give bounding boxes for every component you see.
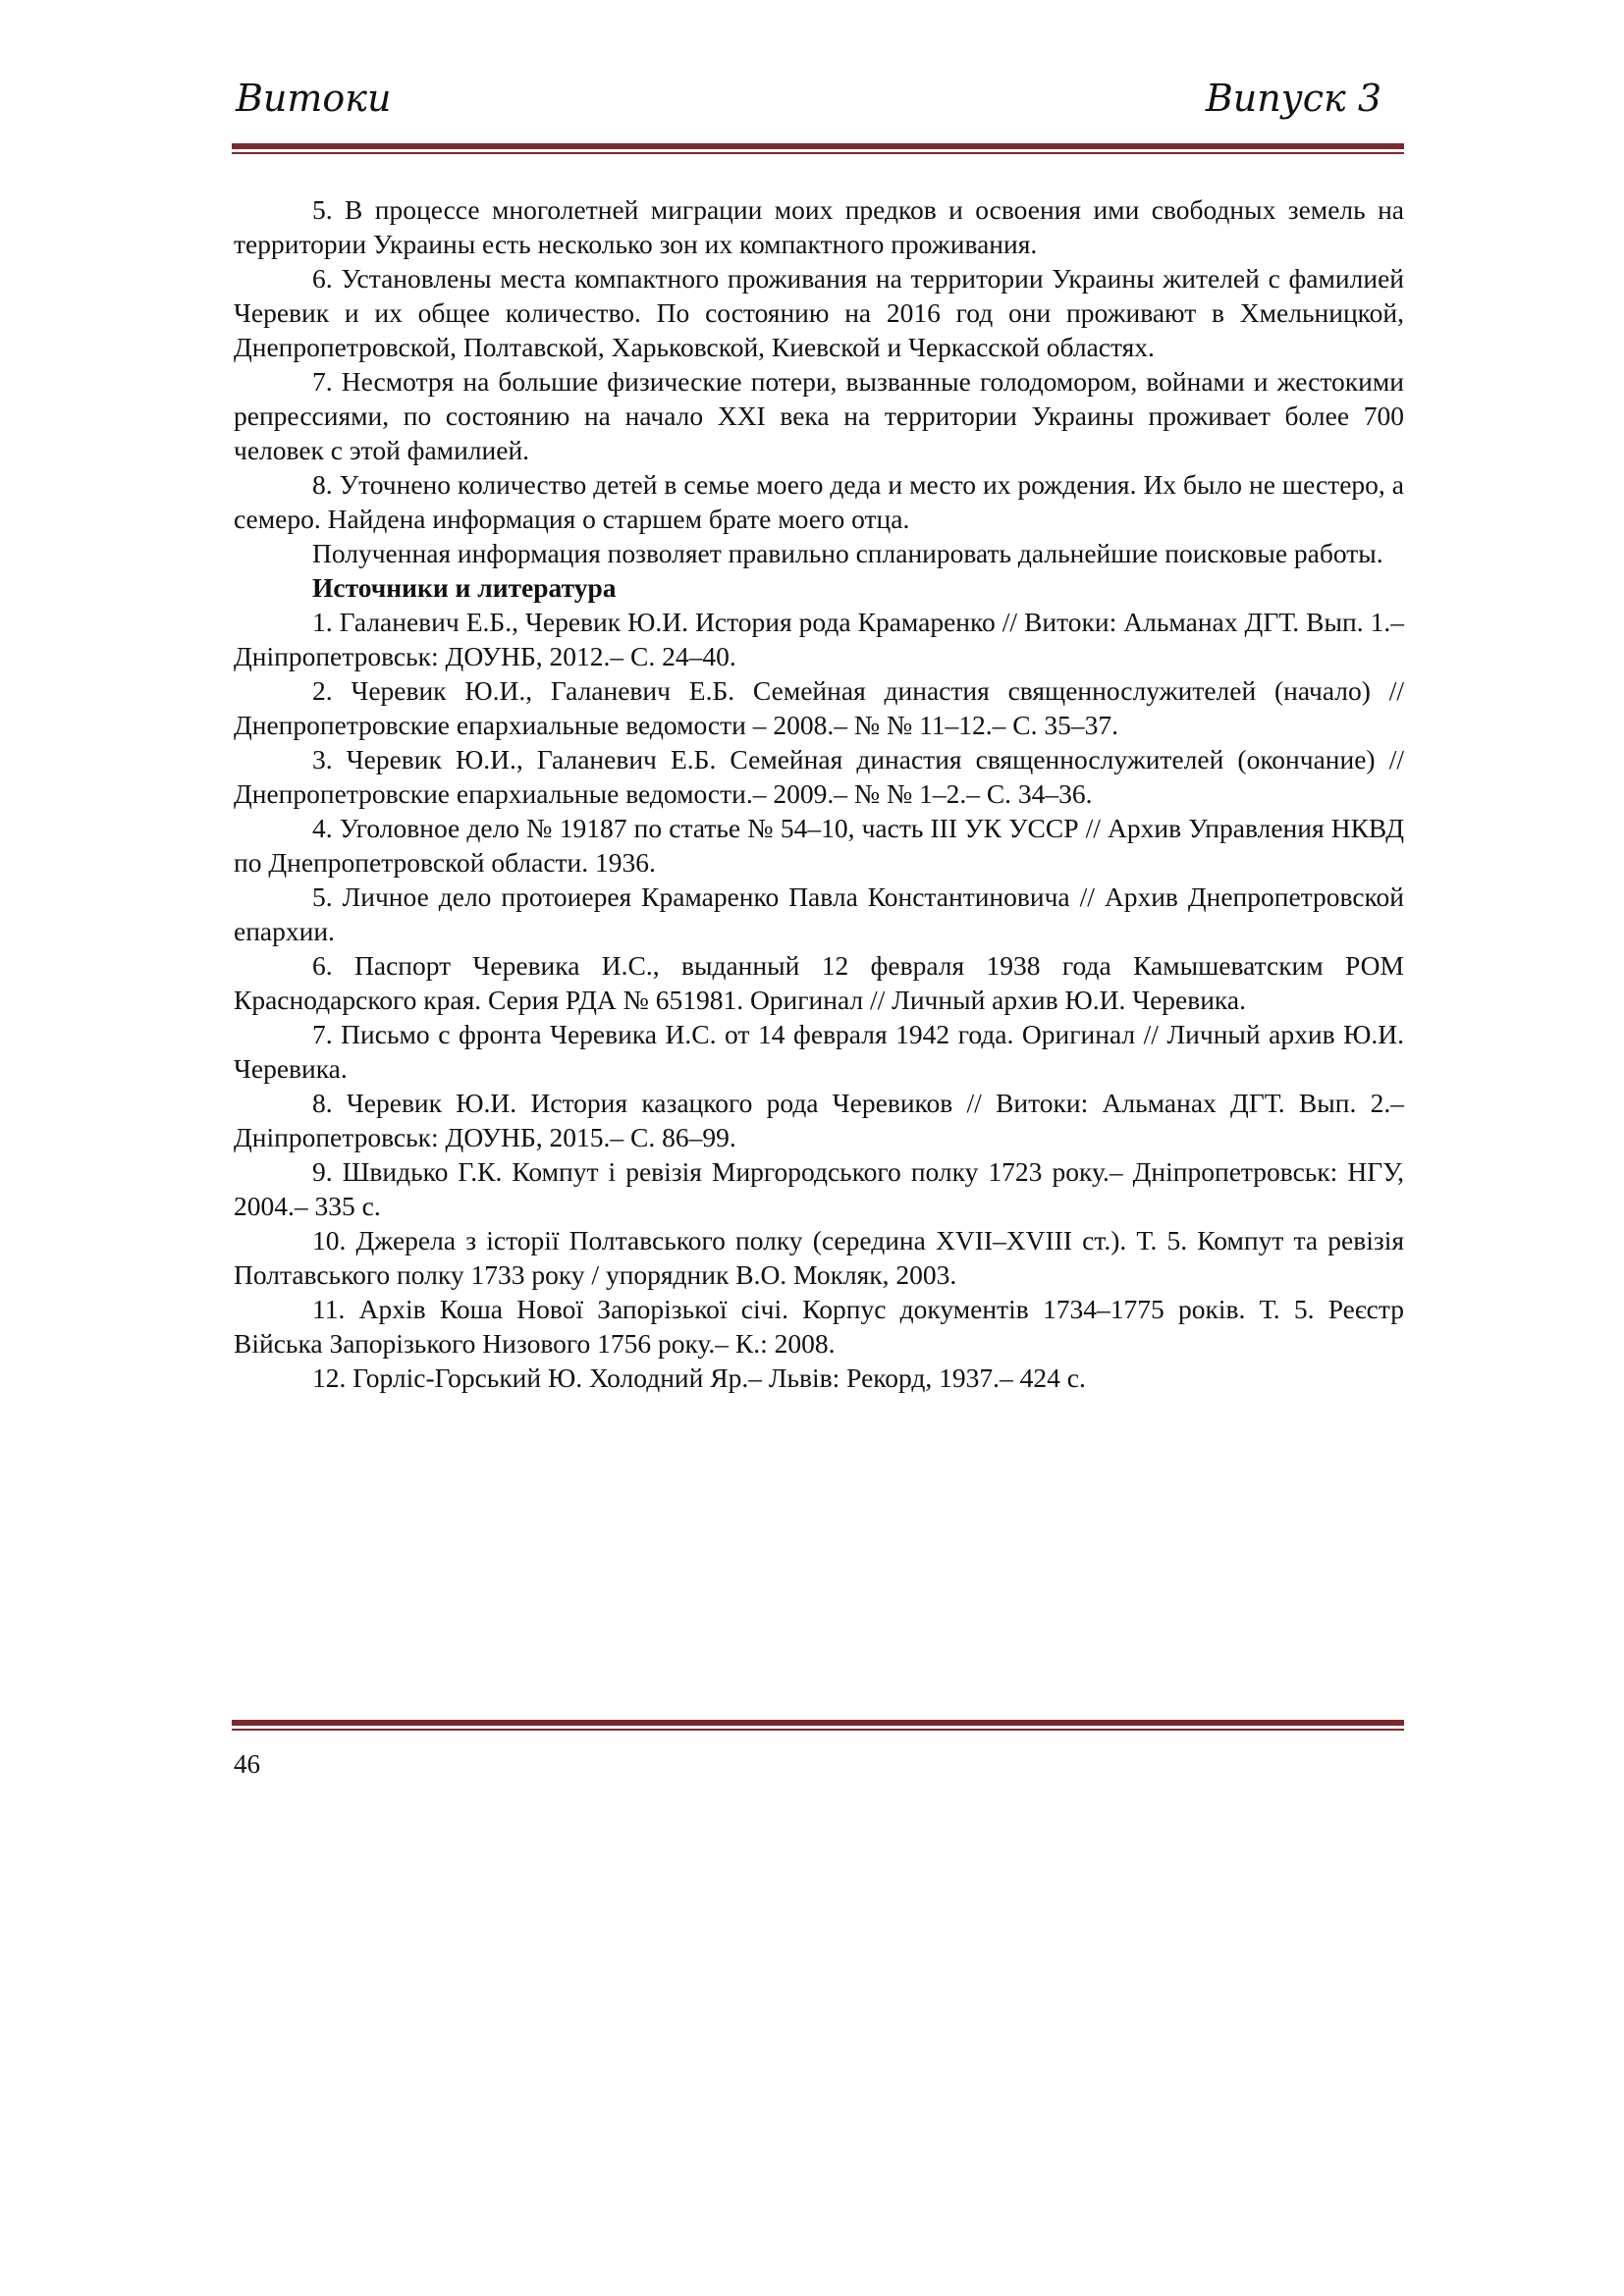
body-paragraph: 6. Установлены места компактного проживания на территории Украины жителей с фамилией Черевик и их общее количество. По состоянию на 2016 год они проживают в Хмельницкой, Днепропетровской, Полтавской, Харьковской, Киевской и Черкасской областях.: [234, 263, 1404, 362]
reference-item: 2. Черевик Ю.И., Галаневич Е.Б. Семейная династия священнослужителей (начало) // Днепропетровские епархиальные ведомости – 2008.– № № 11–12.– С. 35–37.: [234, 675, 1404, 740]
body-paragraph: 8. Уточнено количество детей в семье моего деда и место их рождения. Их было не шестеро, а семеро. Найдена информация о старшем брате моего отца.: [234, 469, 1404, 534]
header-title-right: Випуск 3: [1205, 77, 1381, 120]
reference-list: [234, 605, 1404, 1395]
reference-item: 3. Черевик Ю.И., Галаневич Е.Б. Семейная династия священнослужителей (окончание) // Днепропетровские епархиальные ведомости.– 2009.– № № 1–2.– С. 34–36.: [234, 744, 1404, 809]
header-title-left: Витоки: [236, 77, 392, 120]
body-paragraph: 7. Несмотря на большие физические потери, вызванные голодомором, войнами и жестокими репрессиями, по состоянию на начало XXI века на территории Украины проживает более 700 человек с этой фамилией.: [234, 366, 1404, 465]
reference-item: 1. Галаневич Е.Б., Черевик Ю.И. История рода Крамаренко // Витоки: Альманах ДГТ. Вып. 1.– Дніпропетровськ: ДОУНБ, 2012.– С. 24–40.: [234, 607, 1404, 671]
page-number: 46: [234, 1749, 260, 1779]
body-paragraph: 5. В процессе многолетней миграции моих предков и освоения ими свободных земель на территории Украины есть несколько зон их компактного проживания.: [234, 194, 1404, 259]
footer-rule: [232, 1720, 1404, 1731]
reference-item: 5. Личное дело протоиерея Крамаренко Павла Константиновича // Архив Днепропетровской епархии.: [234, 881, 1404, 946]
reference-item: 8. Черевик Ю.И. История казацкого рода Черевиков // Витоки: Альманах ДГТ. Вып. 2.– Дніпропетровськ: ДОУНБ, 2015.– С. 86–99.: [234, 1088, 1404, 1152]
reference-item: 11. Архів Коша Нової Запорізької січі. Корпус документів 1734–1775 років. Т. 5. Реєстр Війська Запорізького Низового 1756 року.– К.: 2008.: [234, 1294, 1404, 1359]
reference-item: 4. Уголовное дело № 19187 по статье № 54–10, часть III УК УССР // Архив Управления НКВД по Днепропетровской области. 1936.: [234, 813, 1404, 878]
body-paragraph: Полученная информация позволяет правильно спланировать дальнейшие поисковые работы.: [312, 538, 1383, 568]
reference-item: 6. Паспорт Черевика И.С., выданный 12 февраля 1938 года Камышеватским РОМ Краснодарского края. Серия РДА № 651981. Оригинал // Личный архив Ю.И. Черевика.: [234, 950, 1404, 1015]
sources-heading: Источники и литература: [312, 572, 617, 603]
header-rule: [232, 143, 1404, 154]
reference-item: 12. Горліс-Горський Ю. Холодний Яр.– Львів: Рекорд, 1937.– 424 с.: [312, 1362, 1086, 1393]
reference-item: 7. Письмо с фронта Черевика И.С. от 14 февраля 1942 года. Оригинал // Личный архив Ю.И. Черевика.: [234, 1019, 1404, 1084]
page-content: [234, 192, 1404, 1395]
reference-item: 9. Швидько Г.К. Компут і ревізія Миргородського полку 1723 року.– Дніпропетровськ: НГУ, 2004.– 335 с.: [234, 1156, 1404, 1221]
reference-item: 10. Джерела з історії Полтавського полку (середина XVII–XVIII ст.). Т. 5. Компут та ревізія Полтавського полку 1733 року / упорядник В.О. Мокляк, 2003.: [234, 1225, 1404, 1290]
